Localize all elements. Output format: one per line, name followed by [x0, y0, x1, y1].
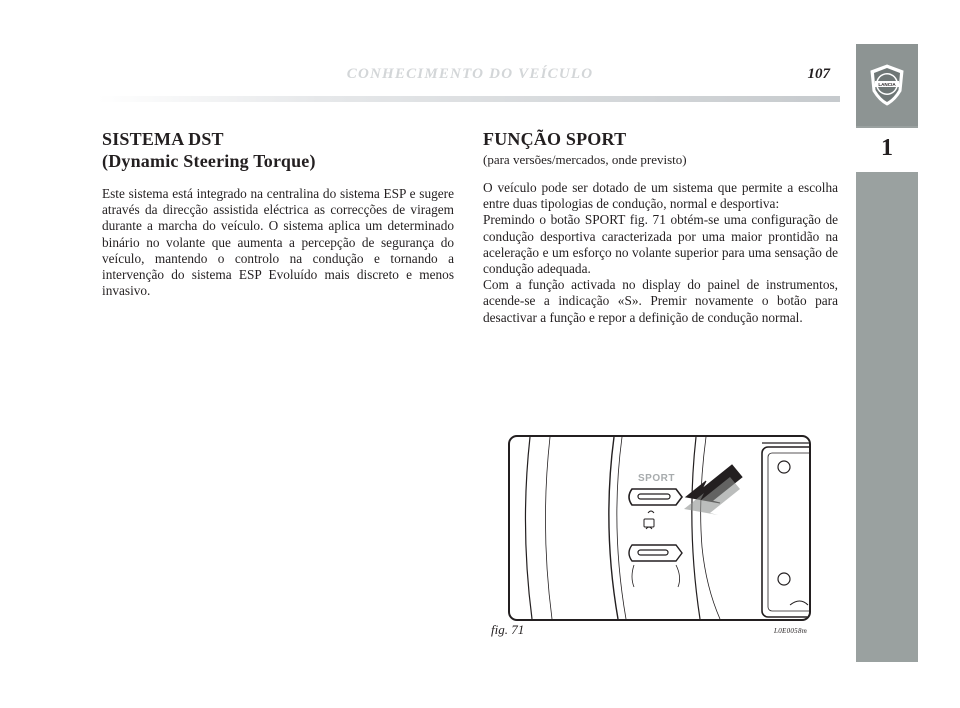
sport-paragraph-2: Premindo o botão SPORT fig. 71 obtém-se uma configuração de condução desportiva caracterizada por uma maior prontidão na aceleração e um esforço no volante superior para uma sensação de condução adequada. [483, 212, 838, 277]
right-column [483, 128, 838, 326]
left-column [102, 128, 454, 299]
dst-subtitle: (Dynamic Steering Torque) [102, 151, 316, 171]
dst-title: SISTEMA DST [102, 129, 224, 149]
esp-icon [644, 511, 654, 529]
figure-code: L0E0058m [774, 627, 808, 635]
sport-label: SPORT [638, 473, 675, 484]
page-number: 107 [807, 66, 830, 82]
svg-text:LANCIA: LANCIA [878, 82, 896, 87]
sport-body [483, 180, 838, 326]
chapter-tab-rule [856, 168, 918, 172]
header-rule [98, 96, 840, 102]
running-title: CONHECIMENTO DO VEÍCULO [346, 66, 594, 82]
figure-caption: fig. 71 [491, 622, 525, 637]
figure-sport-button [508, 435, 811, 621]
chapter-tab[interactable]: 1 [856, 128, 918, 168]
dst-paragraph [102, 186, 454, 299]
brand-logo-box [856, 44, 918, 126]
sport-button-illustration [510, 437, 809, 619]
lancia-logo-icon [867, 63, 907, 107]
sport-title: FUNÇÃO SPORT [483, 129, 627, 149]
sport-availability-note: (para versões/mercados, onde previsto) [483, 152, 687, 167]
dst-paragraph-text: Este sistema está integrado na centralina do sistema ESP e sugere através da direcção assistida eléctrica as correcções de viragem durante a marcha do veículo. O sistema aplica um determinado binário no volante que aumenta a percepção de segurança do veículo, mantendo o controlo na condução e tornando a intervenção do sistema ESP Evoluído mais discreto e menos invasivo. [102, 186, 454, 299]
sport-paragraph-1: O veículo pode ser dotado de um sistema que permite a escolha entre duas tipologias de condução, normal e desportiva: [483, 180, 838, 212]
sport-paragraph-3: Com a função activada no display do painel de instrumentos, acende-se a indicação «S». Premir novamente o botão para desactivar a função e repor a definição de condução normal. [483, 277, 838, 325]
